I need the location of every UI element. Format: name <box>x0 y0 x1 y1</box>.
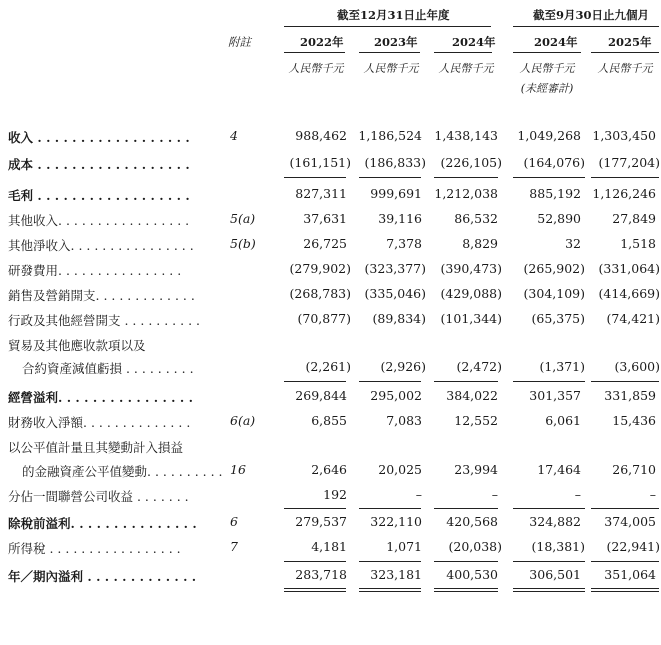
row-selling-marketing <box>0 286 661 306</box>
double-rule-bottom-nine-2025 <box>591 591 659 592</box>
value-nine-2024: (164,076) <box>523 155 585 170</box>
double-rule-top-2022 <box>284 588 346 589</box>
row-note: 5(b) <box>230 236 256 251</box>
value-nine-2025: 27,849 <box>612 211 656 226</box>
row-label: 銷售及營銷開支. . . . . . . . . . . . . <box>8 288 195 303</box>
row-profit-for-period <box>0 567 661 587</box>
row-label: 所得稅 . . . . . . . . . . . . . . . . . <box>8 541 181 556</box>
subtotal-rule-nine-2024 <box>513 177 585 178</box>
value-nine-2025: 331,859 <box>604 388 656 403</box>
row-label: 毛利 . . . . . . . . . . . . . . . . . . <box>8 188 190 203</box>
value-2023: (335,046) <box>364 286 426 301</box>
row-rnd-expenses <box>0 261 661 281</box>
value-2024: 400,530 <box>446 567 498 582</box>
value-2022: 988,462 <box>295 128 347 143</box>
value-2022: 269,844 <box>295 388 347 403</box>
subtotal-rule-2022 <box>284 381 346 382</box>
row-operating-profit <box>0 388 661 408</box>
value-2024: 23,994 <box>454 462 498 477</box>
row-admin-expenses <box>0 311 661 331</box>
value-2023: (2,926) <box>380 359 426 374</box>
value-2022: 4,181 <box>311 539 347 554</box>
total-rule-nine-2024 <box>513 561 585 562</box>
unit-label-nine-2024: 人民幣千元 <box>519 62 575 75</box>
row-fvtpl-line1 <box>0 438 661 458</box>
subtotal-rule-2023 <box>359 508 421 509</box>
row-revenue <box>0 128 661 148</box>
row-note: 16 <box>230 462 246 477</box>
subtotal-rule-nine-2025 <box>591 381 659 382</box>
row-label: 合約資產減值虧損 . . . . . . . . . <box>22 361 194 376</box>
value-2024: 1,212,038 <box>434 186 498 201</box>
value-nine-2025: 15,436 <box>612 413 656 428</box>
row-label: 收入 . . . . . . . . . . . . . . . . . . <box>8 130 190 145</box>
value-nine-2024: 306,501 <box>529 567 581 582</box>
subtotal-rule-nine-2025 <box>591 177 659 178</box>
value-nine-2025: (414,669) <box>598 286 660 301</box>
total-rule-nine-2025 <box>591 561 659 562</box>
double-rule-top-2024 <box>434 588 498 589</box>
row-impairment-losses <box>0 359 661 379</box>
value-2022: 2,646 <box>311 462 347 477</box>
row-label: 財務收入淨額. . . . . . . . . . . . . . <box>8 415 191 430</box>
value-2022: 827,311 <box>295 186 347 201</box>
value-2023: 20,025 <box>378 462 422 477</box>
total-rule-2022 <box>284 561 346 562</box>
value-2024: (2,472) <box>456 359 502 374</box>
value-nine-2024: 32 <box>565 236 581 251</box>
double-rule-bottom-nine-2024 <box>513 591 585 592</box>
subtotal-rule-2024 <box>434 381 498 382</box>
value-2023: 1,071 <box>386 539 422 554</box>
row-cost <box>0 155 661 175</box>
row-other-income <box>0 211 661 231</box>
value-2022: 283,718 <box>295 567 347 582</box>
subtotal-rule-nine-2024 <box>513 381 585 382</box>
value-nine-2025: 1,126,246 <box>592 186 656 201</box>
value-2023: (186,833) <box>364 155 426 170</box>
subtotal-rule-2022 <box>284 177 346 178</box>
row-net-finance-income <box>0 413 661 433</box>
value-nine-2024: 52,890 <box>537 211 581 226</box>
value-nine-2024: 301,357 <box>529 388 581 403</box>
value-2024: 384,022 <box>446 388 498 403</box>
double-rule-top-2023 <box>359 588 421 589</box>
row-gross-profit <box>0 186 661 206</box>
value-2024: (390,473) <box>440 261 502 276</box>
row-label: 經營溢利. . . . . . . . . . . . . . . . <box>8 390 193 405</box>
value-nine-2025: (74,421) <box>606 311 660 326</box>
value-2023: (89,834) <box>372 311 426 326</box>
value-nine-2025: (331,064) <box>598 261 660 276</box>
value-2024: (20,038) <box>448 539 502 554</box>
header-nine-months-group: 截至9月30日止九個月 <box>533 8 650 22</box>
double-rule-bottom-2024 <box>434 591 498 592</box>
year-2024-header: 2024年 <box>452 35 496 49</box>
total-rule-2024 <box>434 561 498 562</box>
value-2024: (429,088) <box>440 286 502 301</box>
year-2022-header: 2022年 <box>300 35 344 49</box>
row-share-of-associate <box>0 487 661 507</box>
row-income-tax <box>0 539 661 559</box>
row-note: 6(a) <box>230 413 256 428</box>
subtotal-rule-nine-2024 <box>513 508 585 509</box>
value-nine-2024: (65,375) <box>531 311 585 326</box>
value-nine-2024: – <box>574 487 581 502</box>
header-year-ended-group: 截至12月31日止年度 <box>337 8 450 22</box>
row-impairment-line1 <box>0 336 661 356</box>
row-label: 其他收入. . . . . . . . . . . . . . . . . <box>8 213 190 228</box>
value-2023: 322,110 <box>370 514 422 529</box>
row-label: 除稅前溢利. . . . . . . . . . . . . . . <box>8 516 197 531</box>
row-label: 分佔一間聯營公司收益 . . . . . . . <box>8 489 189 504</box>
value-nine-2024: (18,381) <box>531 539 585 554</box>
value-2024: – <box>491 487 498 502</box>
row-label: 成本 . . . . . . . . . . . . . . . . . . <box>8 157 190 172</box>
value-2024: 12,552 <box>454 413 498 428</box>
value-nine-2024: (1,371) <box>539 359 585 374</box>
total-rule-2023 <box>359 561 421 562</box>
value-2023: 323,181 <box>370 567 422 582</box>
value-2024: 86,532 <box>454 211 498 226</box>
value-2022: 37,631 <box>303 211 347 226</box>
subtotal-rule-2024 <box>434 508 498 509</box>
value-nine-2025: 1,518 <box>620 236 656 251</box>
value-2023: 999,691 <box>370 186 422 201</box>
year-rule-2022 <box>284 52 345 53</box>
value-2022: 192 <box>323 487 347 502</box>
nine-2025-header: 2025年 <box>608 35 652 49</box>
header-rule-nine-months <box>513 26 659 27</box>
double-rule-top-nine-2025 <box>591 588 659 589</box>
row-note: 7 <box>230 539 238 554</box>
value-2022: (161,151) <box>289 155 351 170</box>
value-2023: 7,378 <box>386 236 422 251</box>
row-note: 6 <box>230 514 238 529</box>
row-note: 5(a) <box>230 211 256 226</box>
year-rule-2024 <box>434 52 492 53</box>
value-nine-2024: 17,464 <box>537 462 581 477</box>
row-label: 以公平值計量且其變動計入損益 <box>8 440 184 455</box>
row-label: 研發費用. . . . . . . . . . . . . . . . <box>8 263 182 278</box>
row-label: 其他淨收入. . . . . . . . . . . . . . . . <box>8 238 194 253</box>
value-2022: (2,261) <box>305 359 351 374</box>
header-rule-year-ended <box>284 26 491 27</box>
value-nine-2025: – <box>649 487 656 502</box>
double-rule-bottom-2022 <box>284 591 346 592</box>
year-rule-nine-2025 <box>591 52 659 53</box>
row-fvtpl-changes <box>0 462 661 482</box>
value-nine-2025: (22,941) <box>606 539 660 554</box>
unit-label-2022: 人民幣千元 <box>288 62 344 75</box>
row-label: 年／期內溢利 . . . . . . . . . . . . . <box>8 569 197 584</box>
subtotal-rule-2023 <box>359 381 421 382</box>
row-label: 的金融資產公平值變動. . . . . . . . . . <box>22 464 223 479</box>
subtotal-rule-2022 <box>284 508 346 509</box>
value-nine-2024: 6,061 <box>545 413 581 428</box>
value-2022: 279,537 <box>295 514 347 529</box>
value-nine-2024: 885,192 <box>529 186 581 201</box>
unit-label-2024: 人民幣千元 <box>438 62 494 75</box>
value-nine-2024: (265,902) <box>523 261 585 276</box>
row-note: 4 <box>230 128 238 143</box>
year-rule-nine-2024 <box>513 52 581 53</box>
value-2023: (323,377) <box>364 261 426 276</box>
value-2023: 7,083 <box>386 413 422 428</box>
unit-label-2023: 人民幣千元 <box>363 62 419 75</box>
value-2022: 26,725 <box>303 236 347 251</box>
row-profit-before-tax <box>0 514 661 534</box>
value-2023: 1,186,524 <box>358 128 422 143</box>
value-2022: (279,902) <box>289 261 351 276</box>
value-2023: 295,002 <box>370 388 422 403</box>
row-other-net-income <box>0 236 661 256</box>
value-nine-2024: 1,049,268 <box>517 128 581 143</box>
value-nine-2025: (177,204) <box>598 155 660 170</box>
value-2023: – <box>415 487 422 502</box>
value-nine-2024: 324,882 <box>529 514 581 529</box>
value-nine-2025: 351,064 <box>604 567 656 582</box>
value-2022: 6,855 <box>311 413 347 428</box>
row-label: 行政及其他經營開支 . . . . . . . . . . <box>8 313 200 328</box>
nine-2024-header: 2024年 <box>534 35 578 49</box>
note-column-header: 附註 <box>228 35 251 49</box>
value-2023: 39,116 <box>378 211 422 226</box>
value-2024: 8,829 <box>462 236 498 251</box>
subtotal-rule-2024 <box>434 177 498 178</box>
unit-label-nine-2025: 人民幣千元 <box>597 62 653 75</box>
value-2024: (101,344) <box>440 311 502 326</box>
value-nine-2025: 374,005 <box>604 514 656 529</box>
double-rule-bottom-2023 <box>359 591 421 592</box>
year-rule-2023 <box>359 52 420 53</box>
double-rule-top-nine-2024 <box>513 588 585 589</box>
year-2023-header: 2023年 <box>374 35 418 49</box>
subtotal-rule-nine-2025 <box>591 508 659 509</box>
value-nine-2025: (3,600) <box>614 359 660 374</box>
value-2024: (226,105) <box>440 155 502 170</box>
subtotal-rule-2023 <box>359 177 421 178</box>
value-2022: (70,877) <box>297 311 351 326</box>
value-2024: 1,438,143 <box>434 128 498 143</box>
row-label: 貿易及其他應收款項以及 <box>8 338 146 353</box>
value-nine-2025: 1,303,450 <box>592 128 656 143</box>
value-nine-2024: (304,109) <box>523 286 585 301</box>
value-2022: (268,783) <box>289 286 351 301</box>
value-nine-2025: 26,710 <box>612 462 656 477</box>
unaudited-label: (未經審計) <box>520 82 574 95</box>
value-2024: 420,568 <box>446 514 498 529</box>
